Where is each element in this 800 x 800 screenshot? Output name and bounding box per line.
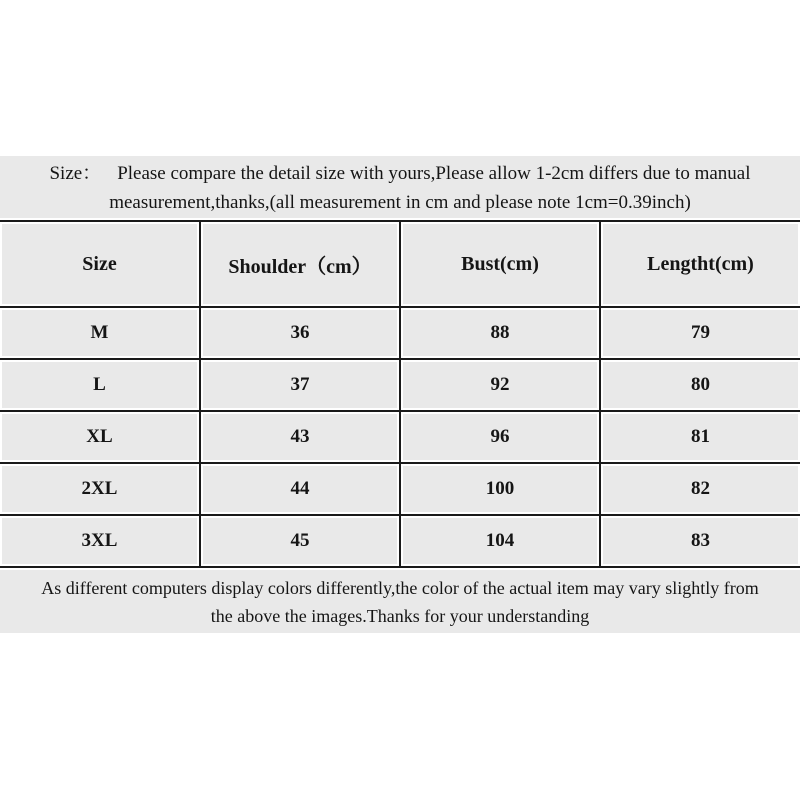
size-chart-content <box>0 156 800 633</box>
disclaimer-line-1: As different computers display colors differently,the color of the actual item may vary slightly from <box>41 578 759 598</box>
size-cell: XL <box>0 411 200 463</box>
size-cell: M <box>0 307 200 359</box>
shoulder-cell: 43 <box>200 411 400 463</box>
length-cell: 83 <box>600 515 800 567</box>
size-table <box>0 220 800 568</box>
notice-line-1 <box>0 159 800 188</box>
col-header-bust: Bust(cm) <box>400 221 600 307</box>
disclaimer-line-2: the above the images.Thanks for your understanding <box>210 606 590 626</box>
shoulder-cell: 36 <box>200 307 400 359</box>
color-disclaimer <box>0 570 800 633</box>
shoulder-cell: 45 <box>200 515 400 567</box>
col-header-shoulder: Shoulder（cm） <box>200 221 400 307</box>
table-row <box>0 463 800 515</box>
measurement-notice <box>0 156 800 218</box>
table-row <box>0 359 800 411</box>
length-cell: 80 <box>600 359 800 411</box>
shoulder-cell: 37 <box>200 359 400 411</box>
length-cell: 81 <box>600 411 800 463</box>
bust-cell: 92 <box>400 359 600 411</box>
table-row <box>0 411 800 463</box>
notice-line-2: measurement,thanks,(all measurement in cm and please note 1cm=0.39inch) <box>109 192 691 213</box>
size-table-header-row <box>0 221 800 307</box>
length-cell: 82 <box>600 463 800 515</box>
table-row <box>0 515 800 567</box>
col-header-size: Size <box>0 221 200 307</box>
shoulder-cell: 44 <box>200 463 400 515</box>
size-cell: 3XL <box>0 515 200 567</box>
size-cell: L <box>0 359 200 411</box>
notice-line-1-text: Please compare the detail size with yours,Please allow 1-2cm differs due to manual <box>117 163 751 184</box>
size-cell: 2XL <box>0 463 200 515</box>
notice-size-label: Size： <box>49 163 102 184</box>
table-row <box>0 307 800 359</box>
col-header-length: Lengtht(cm) <box>600 221 800 307</box>
length-cell: 79 <box>600 307 800 359</box>
bust-cell: 104 <box>400 515 600 567</box>
bust-cell: 96 <box>400 411 600 463</box>
bust-cell: 88 <box>400 307 600 359</box>
bust-cell: 100 <box>400 463 600 515</box>
